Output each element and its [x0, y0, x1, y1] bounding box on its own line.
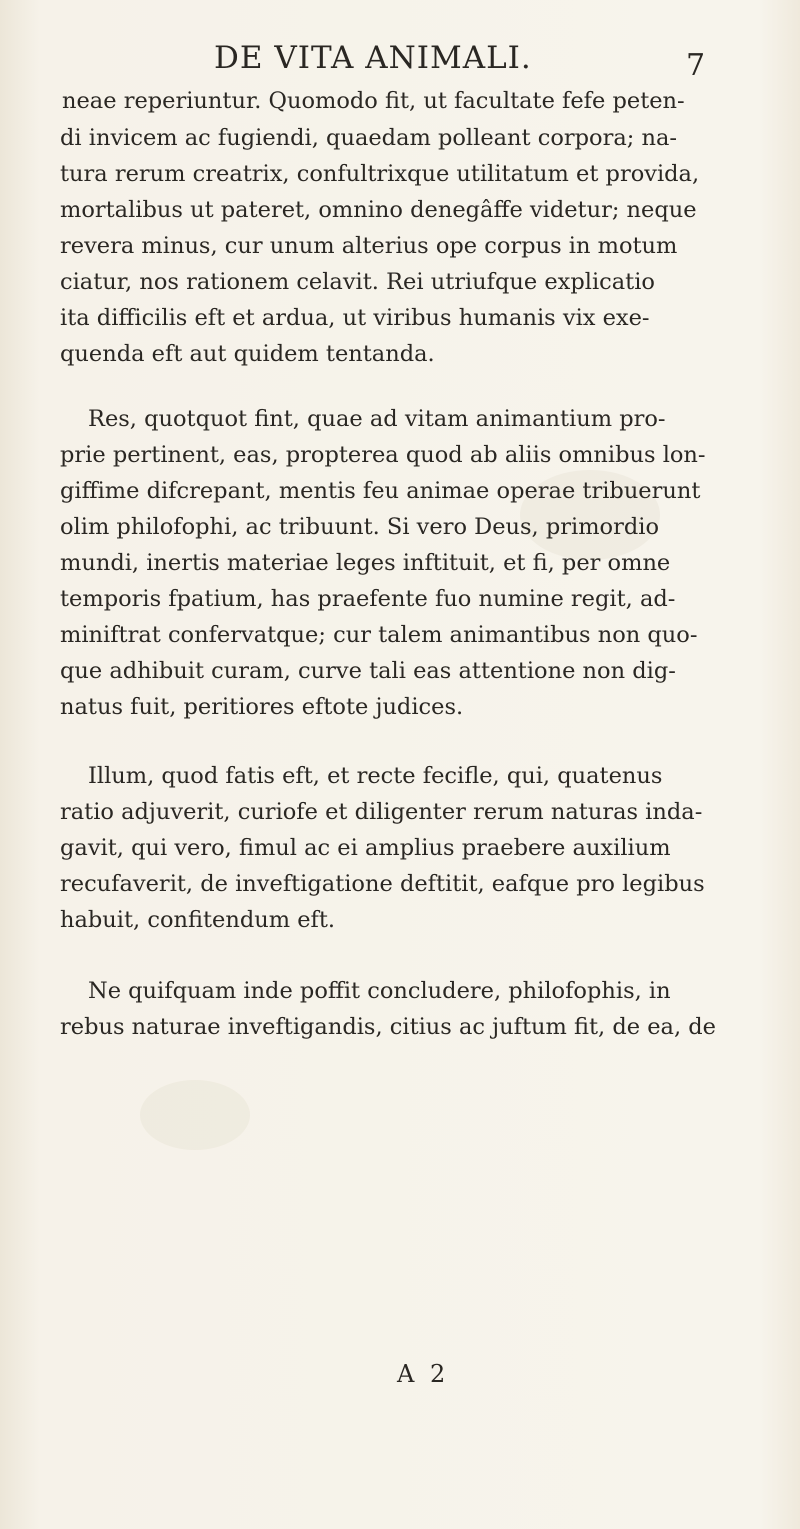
text-line: giffime difcrepant, mentis feu animae operae tribuerunt	[60, 478, 701, 504]
text-line: miniftrat confervatque; cur talem animantibus non quo-	[60, 622, 698, 648]
text-line: mundi, inertis materiae leges inftituit, et fi, per omne	[60, 550, 671, 576]
text-line: recufaverit, de inveftigatione deftitit, eafque pro legibus	[60, 871, 705, 897]
text-line: temporis fpatium, has praefente fuo numine regit, ad-	[60, 586, 676, 612]
text-line: que adhibuit curam, curve tali eas attentione non dig-	[60, 658, 676, 684]
text-line: di invicem ac fugiendi, quaedam polleant corpora; na-	[60, 125, 677, 151]
text-line: ita difficilis eft et ardua, ut viribus humanis vix exe-	[60, 305, 650, 331]
text-line: mortalibus ut pateret, omnino denegâffe videtur; neque	[60, 197, 697, 223]
text-line: neae reperiuntur. Quomodo fit, ut facultate fefe peten-	[62, 88, 685, 114]
text-line: revera minus, cur unum alterius ope corpus in motum	[60, 233, 678, 259]
text-line: natus fuit, peritiores eftote judices.	[60, 694, 464, 720]
text-line: rebus naturae inveftigandis, citius ac juftum fit, de ea, de	[60, 1014, 716, 1040]
text-line: quenda eft aut quidem tentanda.	[60, 341, 435, 367]
text-line: Illum, quod fatis eft, et recte fecifle, qui, quatenus	[88, 763, 663, 789]
text-line: ratio adjuverit, curiofe et diligenter rerum naturas inda-	[60, 799, 703, 825]
text-line: gavit, qui vero, fimul ac ei amplius praebere auxilium	[60, 835, 671, 861]
text-line: Ne quifquam inde poffit concludere, philofophis, in	[88, 978, 671, 1004]
paper-stain	[140, 1080, 250, 1150]
text-line: tura rerum creatrix, confultrixque utilitatum et provida,	[60, 161, 700, 187]
text-line: olim philofophi, ac tribuunt. Si vero Deus, primordio	[60, 514, 659, 540]
page-number: 7	[686, 48, 706, 83]
text-line: prie pertinent, eas, propterea quod ab aliis omnibus lon-	[60, 442, 706, 468]
text-line: ciatur, nos rationem celavit. Rei utriufque explicatio	[60, 269, 655, 295]
running-title: DE VITA ANIMALI.	[214, 40, 532, 76]
text-line: habuit, confitendum eft.	[60, 907, 336, 933]
text-line: Res, quotquot fint, quae ad vitam animantium pro-	[88, 406, 666, 432]
signature-mark: A 2	[397, 1360, 450, 1388]
